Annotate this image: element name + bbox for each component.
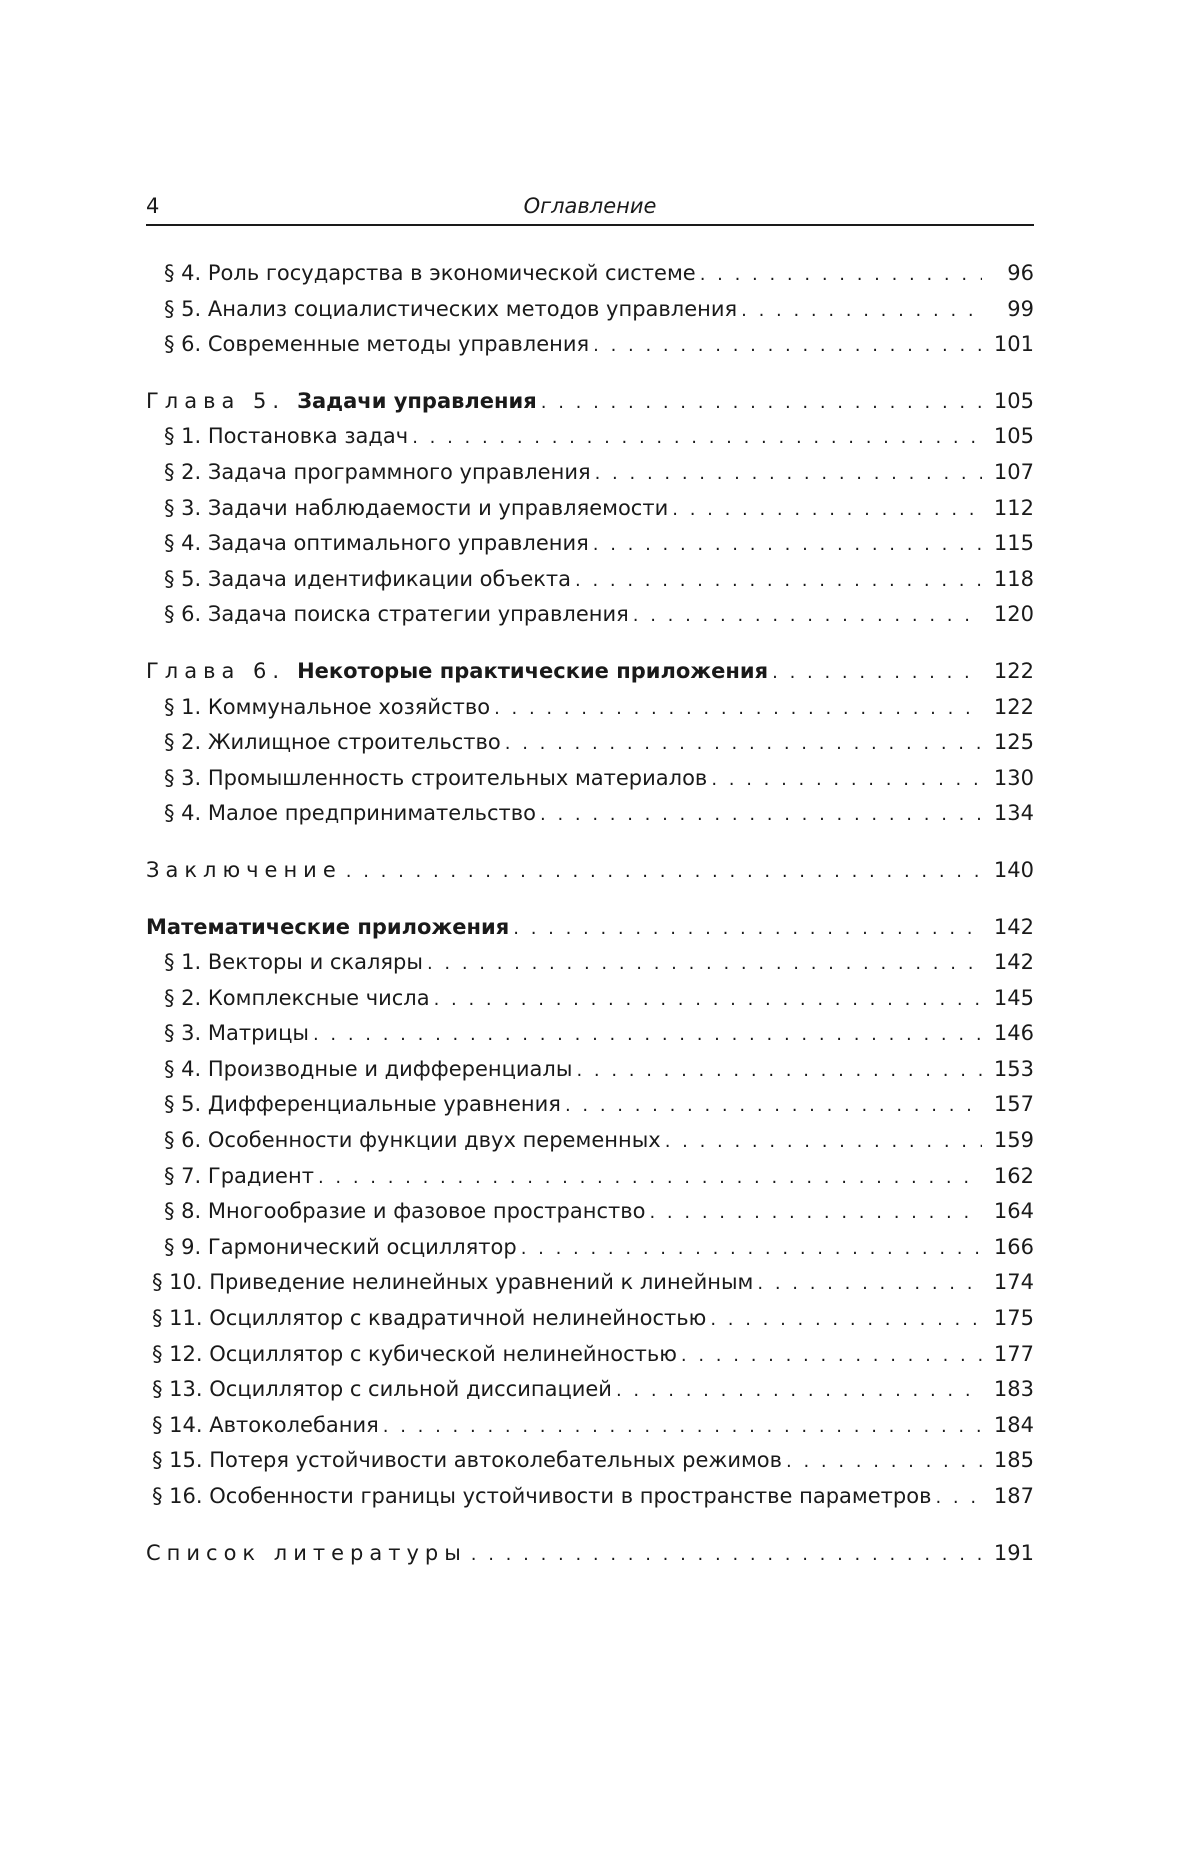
toc-entry-page: 122	[993, 694, 1034, 719]
toc-entry-page: 183	[993, 1377, 1034, 1402]
toc-entry-label: § 2. Задача программного управления	[164, 459, 591, 484]
toc-conclusion[interactable]	[146, 853, 1034, 889]
dot-leader	[575, 563, 982, 599]
toc-entry[interactable]	[146, 1052, 1034, 1088]
toc-entry[interactable]	[146, 455, 1034, 491]
toc-entry[interactable]	[146, 419, 1034, 455]
conclusion-title: Заключение	[146, 857, 342, 882]
page-number: 4	[146, 194, 160, 218]
toc-entry[interactable]	[146, 981, 1034, 1017]
toc-entry-label: § 3. Матрицы	[164, 1021, 309, 1046]
chapter-title: Некоторые практические приложения	[297, 658, 769, 683]
dot-leader	[772, 655, 982, 691]
dot-leader	[505, 726, 982, 762]
toc-entry-label: § 3. Задачи наблюдаемости и управляемости	[164, 495, 669, 520]
toc-entry-label: § 4. Роль государства в экономической системе	[164, 261, 696, 285]
toc-entry-page: 159	[993, 1128, 1034, 1153]
toc-entry-page: 162	[993, 1163, 1034, 1188]
running-head	[146, 194, 1034, 226]
toc-entry-label: § 9. Гармонический осциллятор	[164, 1234, 517, 1259]
dot-leader	[711, 762, 982, 798]
dot-leader	[616, 1373, 982, 1409]
dot-leader	[513, 911, 982, 947]
toc-entry-page: 118	[993, 566, 1034, 591]
toc-entry-page: 177	[993, 1341, 1034, 1366]
toc-entry-label: § 4. Производные и дифференциалы	[164, 1056, 573, 1081]
dot-leader	[672, 492, 982, 528]
toc-entry-page: 105	[993, 424, 1034, 449]
toc-entry[interactable]	[146, 796, 1034, 832]
toc-entry-page: 120	[993, 602, 1034, 627]
toc-entry-label: § 15. Потеря устойчивости автоколебательных режимов	[152, 1448, 783, 1473]
dot-leader	[710, 1302, 982, 1338]
toc-entry-page: 125	[993, 730, 1034, 755]
toc-entry-page: 112	[993, 495, 1034, 520]
toc-appendix[interactable]	[146, 910, 1034, 946]
toc-entry-page: 115	[993, 531, 1034, 556]
toc-entry[interactable]	[146, 690, 1034, 726]
toc-chapter-6[interactable]	[146, 654, 1034, 690]
dot-leader	[427, 946, 982, 982]
toc-entry-page: 184	[993, 1412, 1034, 1437]
toc-entry-label: § 1. Постановка задач	[164, 424, 409, 449]
dot-leader	[383, 1409, 982, 1445]
toc-entry[interactable]	[146, 1265, 1034, 1301]
toc-entry[interactable]	[146, 1123, 1034, 1159]
dot-leader	[434, 982, 982, 1018]
toc-entry-label: § 11. Осциллятор с квадратичной нелинейностью	[152, 1306, 707, 1331]
toc-entry[interactable]	[146, 945, 1034, 981]
dot-leader	[576, 1053, 982, 1089]
dot-leader	[494, 691, 982, 727]
toc-entry[interactable]	[146, 1230, 1034, 1266]
toc-entry-label: § 12. Осциллятор с кубической нелинейностью	[152, 1341, 677, 1366]
toc-entry-label: § 6. Особенности функции двух переменных	[164, 1128, 661, 1153]
toc-entry[interactable]	[146, 1443, 1034, 1479]
toc-entry-label: § 4. Малое предпринимательство	[164, 801, 536, 826]
toc-entry-page: 185	[993, 1448, 1034, 1473]
toc-entry-label: § 1. Коммунальное хозяйство	[164, 694, 491, 719]
toc-entry[interactable]	[146, 725, 1034, 761]
toc-entry-label: § 16. Особенности границы устойчивости в пространстве параметров	[152, 1484, 932, 1508]
running-head-title: Оглавление	[523, 194, 657, 218]
toc-entry-page: 157	[993, 1092, 1034, 1117]
toc-entry-page: 134	[993, 801, 1034, 826]
dot-leader	[741, 293, 982, 329]
toc-entry-page: 142	[993, 950, 1034, 975]
dot-leader	[700, 257, 982, 293]
toc-entry-label: § 8. Многообразие и фазовое пространство	[164, 1199, 646, 1224]
toc-entry[interactable]	[146, 491, 1034, 527]
toc-entry-label: § 7. Градиент	[164, 1163, 314, 1188]
toc-entry[interactable]	[146, 597, 1034, 633]
dot-leader	[757, 1266, 982, 1302]
toc-entry-page: 101	[993, 332, 1034, 357]
toc-entry-label: § 4. Задача оптимального управления	[164, 531, 589, 556]
dot-leader	[521, 1231, 982, 1267]
toc-entry-label: § 2. Комплексные числа	[164, 985, 430, 1010]
toc-entry-label: § 3. Промышленность строительных материалов	[164, 765, 708, 790]
chapter-heading	[146, 654, 772, 690]
dot-leader	[681, 1338, 982, 1374]
toc-entry[interactable]	[146, 256, 1034, 292]
toc-entry-label: § 2. Жилищное строительство	[164, 730, 501, 755]
toc-entry-page: 175	[993, 1306, 1034, 1331]
chapter-prefix: Глава 5.	[146, 388, 286, 413]
dot-leader	[541, 385, 982, 421]
toc-entry[interactable]	[146, 1301, 1034, 1337]
toc-references[interactable]	[146, 1536, 1034, 1572]
toc-entry-page: 105	[993, 388, 1034, 413]
toc-entry-page: 145	[993, 985, 1034, 1010]
appendix-title: Математические приложения	[146, 914, 510, 939]
toc-entry-label: § 5. Задача идентификации объекта	[164, 566, 572, 591]
references-title: Список литературы	[146, 1540, 467, 1565]
toc-entry-label: § 6. Современные методы управления	[164, 332, 590, 357]
toc-entry[interactable]	[146, 1372, 1034, 1408]
toc-entry-label: § 6. Задача поиска стратегии управления	[164, 602, 629, 627]
toc-entry-page: 142	[993, 914, 1034, 939]
dot-leader	[565, 1088, 982, 1124]
toc-entry-label: § 10. Приведение нелинейных уравнений к линейным	[152, 1270, 754, 1295]
toc-entry-page: 191	[993, 1540, 1034, 1565]
chapter-prefix: Глава 6.	[146, 658, 286, 683]
dot-leader	[935, 1480, 982, 1516]
toc-entry[interactable]	[146, 1479, 1034, 1515]
toc-entry[interactable]	[146, 526, 1034, 562]
dot-leader	[471, 1537, 982, 1573]
toc-entry-label: § 5. Дифференциальные уравнения	[164, 1092, 561, 1117]
toc-entry-label: § 5. Анализ социалистических методов управления	[164, 296, 738, 321]
toc-entry-page: 187	[993, 1484, 1034, 1508]
toc-entry-page: 140	[993, 857, 1034, 882]
toc-entry[interactable]	[146, 562, 1034, 598]
dot-leader	[593, 527, 982, 563]
toc-entry-label: § 14. Автоколебания	[152, 1412, 379, 1437]
dot-leader	[540, 797, 982, 833]
toc-entry-page: 153	[993, 1056, 1034, 1081]
dot-leader	[665, 1124, 982, 1160]
toc-entry[interactable]	[146, 1159, 1034, 1195]
toc-entry[interactable]	[146, 1016, 1034, 1052]
toc-entry[interactable]	[146, 761, 1034, 797]
toc-entry[interactable]	[146, 1087, 1034, 1123]
dot-leader	[593, 328, 982, 364]
dot-leader	[633, 598, 982, 634]
toc-entry-page: 130	[993, 765, 1034, 790]
dot-leader	[313, 1017, 982, 1053]
toc-entry-page: 174	[993, 1270, 1034, 1295]
toc-entry-page: 96	[1007, 261, 1034, 285]
toc-entry-page: 166	[993, 1234, 1034, 1259]
toc-entry-page: 99	[1007, 296, 1034, 321]
chapter-title: Задачи управления	[297, 388, 537, 413]
toc-entry[interactable]	[146, 1337, 1034, 1373]
dot-leader	[649, 1195, 982, 1231]
toc-entry-page: 122	[993, 658, 1034, 683]
dot-leader	[786, 1444, 982, 1480]
toc-entry[interactable]	[146, 327, 1034, 363]
dot-leader	[346, 854, 982, 890]
toc-entry-label: § 13. Осциллятор с сильной диссипацией	[152, 1377, 612, 1402]
chapter-heading	[146, 384, 541, 420]
toc-entry[interactable]	[146, 1194, 1034, 1230]
toc-entry-page: 164	[993, 1199, 1034, 1224]
table-of-contents	[146, 256, 1034, 1571]
toc-entry[interactable]	[146, 292, 1034, 328]
toc-entry[interactable]	[146, 1408, 1034, 1444]
toc-entry-page: 107	[993, 459, 1034, 484]
dot-leader	[318, 1160, 982, 1196]
toc-entry-page: 146	[993, 1021, 1034, 1046]
toc-entry-label: § 1. Векторы и скаляры	[164, 950, 423, 975]
dot-leader	[595, 456, 982, 492]
dot-leader	[412, 420, 982, 456]
toc-chapter-5[interactable]	[146, 384, 1034, 420]
